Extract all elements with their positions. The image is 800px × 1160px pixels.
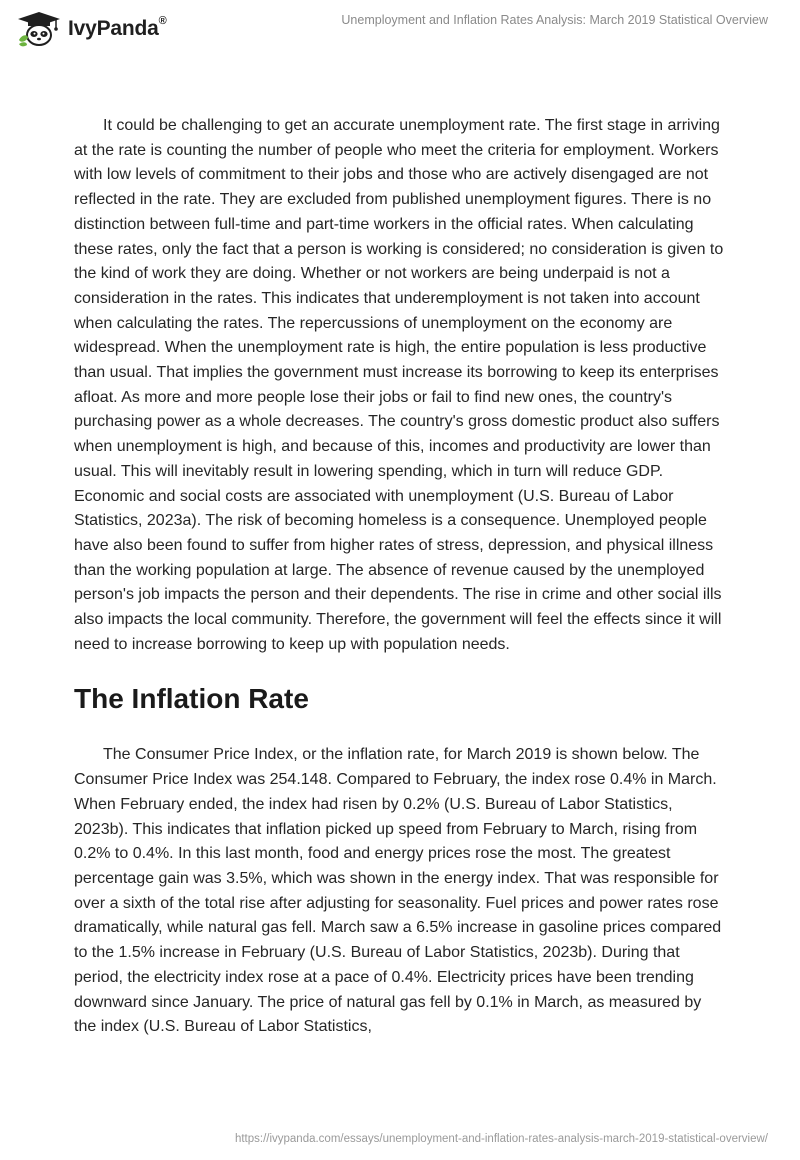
ivypanda-logo[interactable] [16,10,167,48]
panda-graduate-icon [16,10,62,48]
source-url[interactable]: https://ivypanda.com/essays/unemployment-and-inflation-rates-analysis-march-2019-statistical-overview/ [234,1133,768,1145]
paragraph-inflation: The Consumer Price Index, or the inflation rate, for March 2019 is shown below. The Consumer Price Index was 254.148. Compared to February, the index rose 0.4% in March. When February ended, the index had risen by 0.2% (U.S. Bureau of Labor Statistics, 2023b). This indicates that inflation picked up speed from February to March, rising from 0.2% to 0.4%. In this last month, food and energy prices rose the most. The greatest percentage gain was 3.5%, which was shown in the energy index. That was responsible for over a sixth of the total rise after adjusting for seasonality. Fuel prices and power rates rose dramatically, while natural gas fell. March saw a 6.5% increase in gasoline prices compared to the 1.5% increase in February (U.S. Bureau of Labor Statistics, 2023b). During that period, the electricity index rose at a pace of 0.4%. Electricity prices have been trending downward since January. The price of natural gas fell by 0.1% in March, as measured by the index (U.S. Bureau of Labor Statistics, [74,746,722,1036]
essay-content [74,114,726,1040]
paragraph-unemployment: It could be challenging to get an accurate unemployment rate. The first stage in arriving at the rate is counting the number of people who meet the criteria for employment. Workers with low levels of commitment to their jobs and those who are actively disengaged are not reflected in the rate. They are excluded from published unemployment figures. There is no distinction between full-time and part-time workers in the official rates. When calculating these rates, only the fact that a person is working is considered; no consideration is given to the kind of work they are doing. Whether or not workers are being underpaid is not a consideration in the rates. This indicates that underemployment is not taken into account when calculating the rates. The repercussions of unemployment on the economy are widespread. When the unemployment rate is high, the entire population is less productive than usual. That implies the government must increase its borrowing to keep its enterprises afloat. As more and more people lose their jobs or fail to find new ones, the country's purchasing power as a whole decreases. The country's gross domestic product also suffers when unemployment is high, and because of this, incomes and productivity are lower than usual. This will inevitably result in lowering spending, which in turn will reduce GDP. Economic and social costs are associated with unemployment (U.S. Bureau of Labor Statistics, 2023a). The risk of becoming homeless is a consequence. Unemployed people have also been found to suffer from higher rates of stress, depression, and physical illness than the working population at large. The absence of revenue caused by the unemployed person's job impacts the person and their dependents. The rise in crime and other social ills also impacts the local community. Therefore, the government will feel the effects since it will need to increase borrowing to keep up with population needs. [74,117,724,653]
page-header [0,0,800,60]
section-heading-inflation: The Inflation Rate [74,683,309,715]
document-title: Unemployment and Inflation Rates Analysis: March 2019 Statistical Overview [341,13,768,27]
registered-mark: ® [158,15,167,27]
brand-name: IvyPanda® [68,15,167,40]
